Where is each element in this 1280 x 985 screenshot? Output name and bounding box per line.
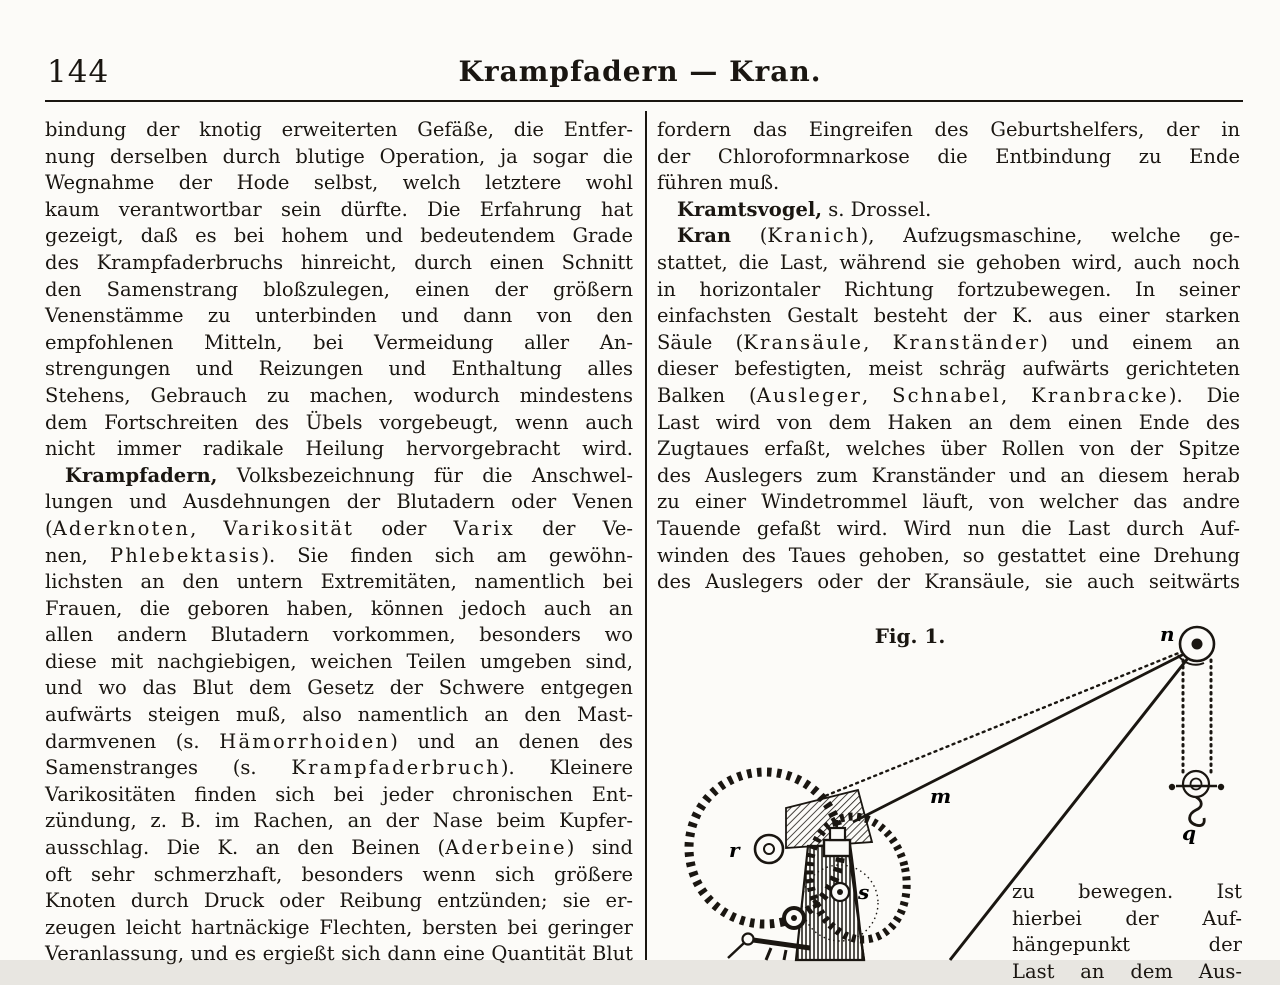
text-line: zeugen leicht hartnäckige Flechten, bersten bei geringer	[45, 915, 633, 942]
gear-hub	[755, 835, 783, 863]
text-line: dem Fortschreiten des Übels vorgebeugt, wenn auch	[45, 410, 633, 437]
text-line: ausschlag. Die K. an den Beinen (Aderbeine) sind	[45, 835, 633, 862]
text-line: Kran (Kranich), Aufzugsmaschine, welche ge-	[657, 223, 1240, 250]
text-line: Stehens, Gebrauch zu machen, wodurch mindestens	[45, 383, 633, 410]
text-line: Tauende gefaßt wird. Wird nun die Last durch Auf-	[657, 516, 1240, 543]
crane-column	[796, 846, 864, 960]
text-line: des Krampfaderbruchs hinreicht, durch einen Schnitt	[45, 250, 633, 277]
text-line: diese mit nachgiebigen, weichen Teilen umgeben sind,	[45, 649, 633, 676]
rope-dotted-diagonal	[820, 650, 1186, 798]
text-line: Samenstranges (s. Krampfaderbruch). Kleinere	[45, 755, 633, 782]
text-line: zu bewegen. Ist	[1012, 879, 1242, 906]
shaft-upper-dot	[837, 889, 843, 895]
text-line: der Chloroformnarkose die Entbindung zu Ende	[657, 144, 1240, 171]
hook-crossbar-dot-left	[1169, 784, 1175, 790]
text-line: nen, Phlebektasis). Sie finden sich am gewöhn-	[45, 543, 633, 570]
text-line: lichsten an den untern Extremitäten, namentlich bei	[45, 569, 633, 596]
text-line: Frauen, die geboren haben, können jedoch auch an	[45, 596, 633, 623]
figure-caption: Fig. 1.	[855, 624, 965, 648]
text-line: einfachsten Gestalt besteht der K. aus einer starken	[657, 303, 1240, 330]
text-line: Last an dem Aus-	[1012, 959, 1242, 985]
text-line: nicht immer radikale Heilung hervorgebracht wird.	[45, 436, 633, 463]
text-line: allen andern Blutadern vorkommen, besonders wo	[45, 622, 633, 649]
text-line: zündung, z. B. im Rachen, an der Nase beim Kupfer-	[45, 808, 633, 835]
right-column	[657, 117, 1240, 596]
text-line: gezeigt, daß es bei hohem und bedeutendem Grade	[45, 223, 633, 250]
text-line: kaum verantwortbar sein dürfte. Die Erfahrung hat	[45, 197, 633, 224]
figure-label-m: m	[930, 784, 951, 808]
header-rule	[45, 100, 1243, 102]
crank-leg-2	[784, 950, 786, 960]
figure-label-r: r	[729, 838, 741, 862]
text-line: nung derselben durch blutige Operation, ja sogar die	[45, 144, 633, 171]
crank-leg-1	[766, 948, 771, 960]
text-line: zu einer Windetrommel läuft, von welcher das andre	[657, 489, 1240, 516]
text-line: fordern das Eingreifen des Geburtshelfers, der in	[657, 117, 1240, 144]
figure-label-q: q	[1182, 821, 1196, 845]
text-line: oft sehr schmerzhaft, besonders wenn sich größere	[45, 862, 633, 889]
text-line: Varikositäten finden sich bei jeder chronischen Ent-	[45, 782, 633, 809]
top-pulley-axle	[1192, 639, 1203, 650]
hook-crossbar-dot-right	[1218, 784, 1224, 790]
page-number: 144	[47, 54, 109, 90]
crank-knob	[743, 934, 754, 945]
text-line: empfohlenen Mitteln, bei Vermeidung aller An-	[45, 330, 633, 357]
text-line: Last wird von dem Haken an dem einen Ende des	[657, 410, 1240, 437]
shaft-lower-dot	[791, 915, 797, 921]
text-line: und wo das Blut dem Gesetz der Schwere entgegen	[45, 675, 633, 702]
text-line: Knoten durch Druck oder Reibung entzünden; sie er-	[45, 888, 633, 915]
text-line: Wegnahme der Hode selbst, welch letztere wohl	[45, 170, 633, 197]
text-line: strengungen und Reizungen und Enthaltung alles	[45, 356, 633, 383]
crank-arm	[728, 943, 744, 958]
text-line: führen muß.	[657, 170, 1240, 197]
text-line: Balken (Ausleger, Schnabel, Kranbracke). Die	[657, 383, 1240, 410]
text-line: lungen und Ausdehnungen der Blutadern oder Venen	[45, 489, 633, 516]
figure-label-s: s	[857, 880, 869, 904]
text-line: den Samenstrang bloßzulegen, einen der größern	[45, 277, 633, 304]
column-cap	[824, 840, 850, 856]
text-line: winden des Taues gehoben, so gestattet eine Drehung	[657, 543, 1240, 570]
text-line: des Auslegers oder der Kransäule, sie auch seitwärts	[657, 569, 1240, 596]
text-line: darmvenen (s. Hämorrhoiden) und an denen des	[45, 729, 633, 756]
text-line: des Auslegers zum Kranständer und an diesem herab	[657, 463, 1240, 490]
jib-line	[853, 650, 1192, 822]
hook-pulley	[1183, 771, 1209, 797]
figure-label-n: n	[1160, 622, 1175, 646]
column-pivot	[830, 828, 845, 840]
text-line: in horizontaler Richtung fortzubewegen. In seiner	[657, 277, 1240, 304]
text-line: stattet, die Last, während sie gehoben wird, auch noch	[657, 250, 1240, 277]
figure-side-text	[1012, 879, 1242, 985]
page-header-title: Krampfadern — Kran.	[0, 55, 1280, 88]
text-line: hängepunkt der	[1012, 932, 1242, 959]
text-line: bindung der knotig erweiterten Gefäße, die Entfer-	[45, 117, 633, 144]
left-column	[45, 117, 633, 968]
text-line: Veranlassung, und es ergießt sich dann eine Quantität Blut	[45, 941, 633, 968]
text-line: Krampfadern, Volksbezeichnung für die Anschwel-	[45, 463, 633, 490]
text-line: (Aderknoten, Varikosität oder Varix der Ve-	[45, 516, 633, 543]
text-line: hierbei der Auf-	[1012, 906, 1242, 933]
text-line: Venenstämme zu unterbinden und dann von den	[45, 303, 633, 330]
text-line: Kramtsvogel, s. Drossel.	[657, 197, 1240, 224]
text-line: Zugtaues erfaßt, welches über Rollen von der Spitze	[657, 436, 1240, 463]
text-line: aufwärts steigen muß, also namentlich an den Mast-	[45, 702, 633, 729]
text-line: Säule (Kransäule, Kranständer) und einem an	[657, 330, 1240, 357]
text-line: dieser befestigten, meist schräg aufwärts gerichteten	[657, 356, 1240, 383]
